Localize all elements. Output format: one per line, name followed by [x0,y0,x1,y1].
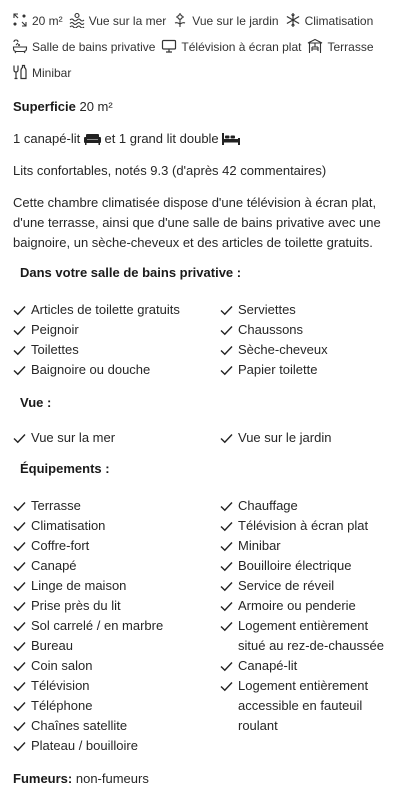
check-icon [13,320,31,340]
amenity-item [220,360,395,380]
amenity-item [220,428,395,448]
check-icon [220,320,238,340]
check-icon [220,616,238,636]
amenity-label: Armoire ou penderie [238,598,356,613]
amenity-item [13,576,218,596]
check-icon [13,596,31,616]
terrace-icon [307,38,323,57]
room-description: Cette chambre climatisée dispose d'une télévision à écran plat, d'une terrasse, ainsi que d'une salle de bains privative avec une baignoire, un sèche-cheveux et des articles de toilette gratuits. [13,195,381,250]
facility-label: Climatisation [304,14,374,28]
facility-list [12,11,410,83]
facility-label: Vue sur la mer [88,14,167,28]
facility-garden-view [172,11,278,31]
amenity-label: Papier toilette [238,362,318,377]
amenity-label: Peignoir [31,322,79,337]
bathroom-list-left [13,300,218,380]
garden-view-icon [172,12,188,31]
facility-sea-view [69,11,167,31]
bathroom-section-title: Dans votre salle de bains privative : [20,265,242,280]
check-icon [13,428,31,448]
smoking-policy [13,769,408,789]
amenity-label: Logement entièrement accessible en fauteuil roulant [238,678,369,733]
amenity-item [220,536,395,556]
facility-label: Télévision à écran plat [181,40,302,54]
facility-minibar [12,63,71,83]
facility-label: Terrasse [327,40,374,54]
check-icon [13,696,31,716]
amenity-item [13,656,218,676]
amenity-item [13,340,218,360]
amenity-label: Articles de toilette gratuits [31,302,180,317]
amenity-label: Télévision [31,678,90,693]
amenity-item [13,496,218,516]
amenity-item [220,616,395,656]
facility-label: Minibar [32,66,72,80]
amenity-item [13,360,218,380]
facility-label: Salle de bains privative [32,40,156,54]
amenity-item [220,676,395,736]
amenity-label: Télévision à écran plat [238,518,369,533]
amenity-label: Baignoire ou douche [31,362,151,377]
check-icon [13,300,31,320]
smoking-value: non-fumeurs [75,771,149,786]
minibar-icon [12,64,28,83]
amenity-label: Vue sur le jardin [238,430,332,445]
amenity-label: Coin salon [31,658,93,673]
bath-icon [12,38,28,57]
amenity-item [13,428,218,448]
view-list-right [220,428,395,448]
check-icon [13,360,31,380]
sea-view-icon [69,12,85,31]
amenity-label: Sèche-cheveux [238,342,328,357]
amenity-label: Chaînes satellite [31,718,128,733]
amenity-label: Serviettes [238,302,296,317]
amenity-item [220,556,395,576]
double-bed-icon [222,131,240,151]
check-icon [220,496,238,516]
amenity-label: Bouilloire électrique [238,558,352,573]
facility-terrace [307,37,373,57]
tv-icon [161,38,177,57]
check-icon [220,536,238,556]
amenity-item [13,516,218,536]
amenity-item [13,716,218,736]
check-icon [13,636,31,656]
snowflake-icon [285,12,301,31]
check-icon [220,576,238,596]
amenity-item [13,636,218,656]
check-icon [13,536,31,556]
check-icon [13,716,31,736]
amenity-label: Chauffage [238,498,298,513]
room-area [13,97,408,117]
equipment-list-right [220,496,395,736]
facility-flat-screen-tv [161,37,301,57]
check-icon [220,596,238,616]
area-value: 20 m² [79,99,113,114]
amenity-item [13,696,218,716]
facility-room-size [12,11,63,31]
check-icon [13,496,31,516]
equipment-section-title: Équipements : [20,461,110,476]
amenity-label: Chaussons [238,322,304,337]
check-icon [220,676,238,696]
amenity-item [13,736,218,756]
bed-part-2: et 1 grand lit double [104,131,219,146]
check-icon [13,616,31,636]
amenity-item [13,536,218,556]
check-icon [220,656,238,676]
bed-part-1: 1 canapé-lit [13,131,81,146]
sofa-bed-icon [84,131,101,151]
amenity-label: Prise près du lit [31,598,121,613]
amenity-item [13,320,218,340]
amenity-item [13,616,218,636]
facility-label: 20 m² [32,14,63,28]
amenity-item [220,656,395,676]
amenity-label: Sol carrelé / en marbre [31,618,164,633]
facility-air-conditioning [285,11,374,31]
check-icon [13,340,31,360]
check-icon [13,656,31,676]
amenity-label: Minibar [238,538,281,553]
facility-private-bathroom [12,37,155,57]
amenity-label: Canapé [31,558,77,573]
area-label: Superficie [13,99,76,114]
amenity-item [220,576,395,596]
check-icon [13,516,31,536]
facility-label: Vue sur le jardin [192,14,279,28]
check-icon [220,360,238,380]
check-icon [13,736,31,756]
bed-info [13,129,408,151]
amenity-item [13,596,218,616]
amenity-label: Terrasse [31,498,81,513]
amenity-item [220,340,395,360]
bathroom-list-right [220,300,395,380]
check-icon [220,340,238,360]
amenity-item [220,320,395,340]
bed-rating-text: Lits confortables, notés 9.3 (d'après 42 commentaires) [13,163,327,178]
check-icon [13,676,31,696]
smoking-label: Fumeurs: [13,771,73,786]
amenity-label: Climatisation [31,518,106,533]
amenity-item [220,496,395,516]
view-section-title: Vue : [20,395,52,410]
check-icon [220,300,238,320]
view-list-left [13,428,218,448]
amenity-label: Toilettes [31,342,79,357]
room-size-icon [12,12,28,31]
amenity-item [220,300,395,320]
amenity-label: Téléphone [31,698,93,713]
amenity-label: Service de réveil [238,578,335,593]
check-icon [220,428,238,448]
amenity-item [13,676,218,696]
equipment-list-left [13,496,218,756]
amenity-label: Vue sur la mer [31,430,116,445]
amenity-item [220,596,395,616]
amenity-item [13,556,218,576]
check-icon [13,576,31,596]
amenity-label: Canapé-lit [238,658,298,673]
check-icon [13,556,31,576]
amenity-label: Logement entièrement situé au rez-de-chaussée [238,618,384,653]
amenity-label: Bureau [31,638,73,653]
amenity-label: Coffre-fort [31,538,90,553]
amenity-item [220,516,395,536]
check-icon [220,556,238,576]
amenity-label: Linge de maison [31,578,127,593]
check-icon [220,516,238,536]
amenity-label: Plateau / bouilloire [31,738,138,753]
amenity-item [13,300,218,320]
